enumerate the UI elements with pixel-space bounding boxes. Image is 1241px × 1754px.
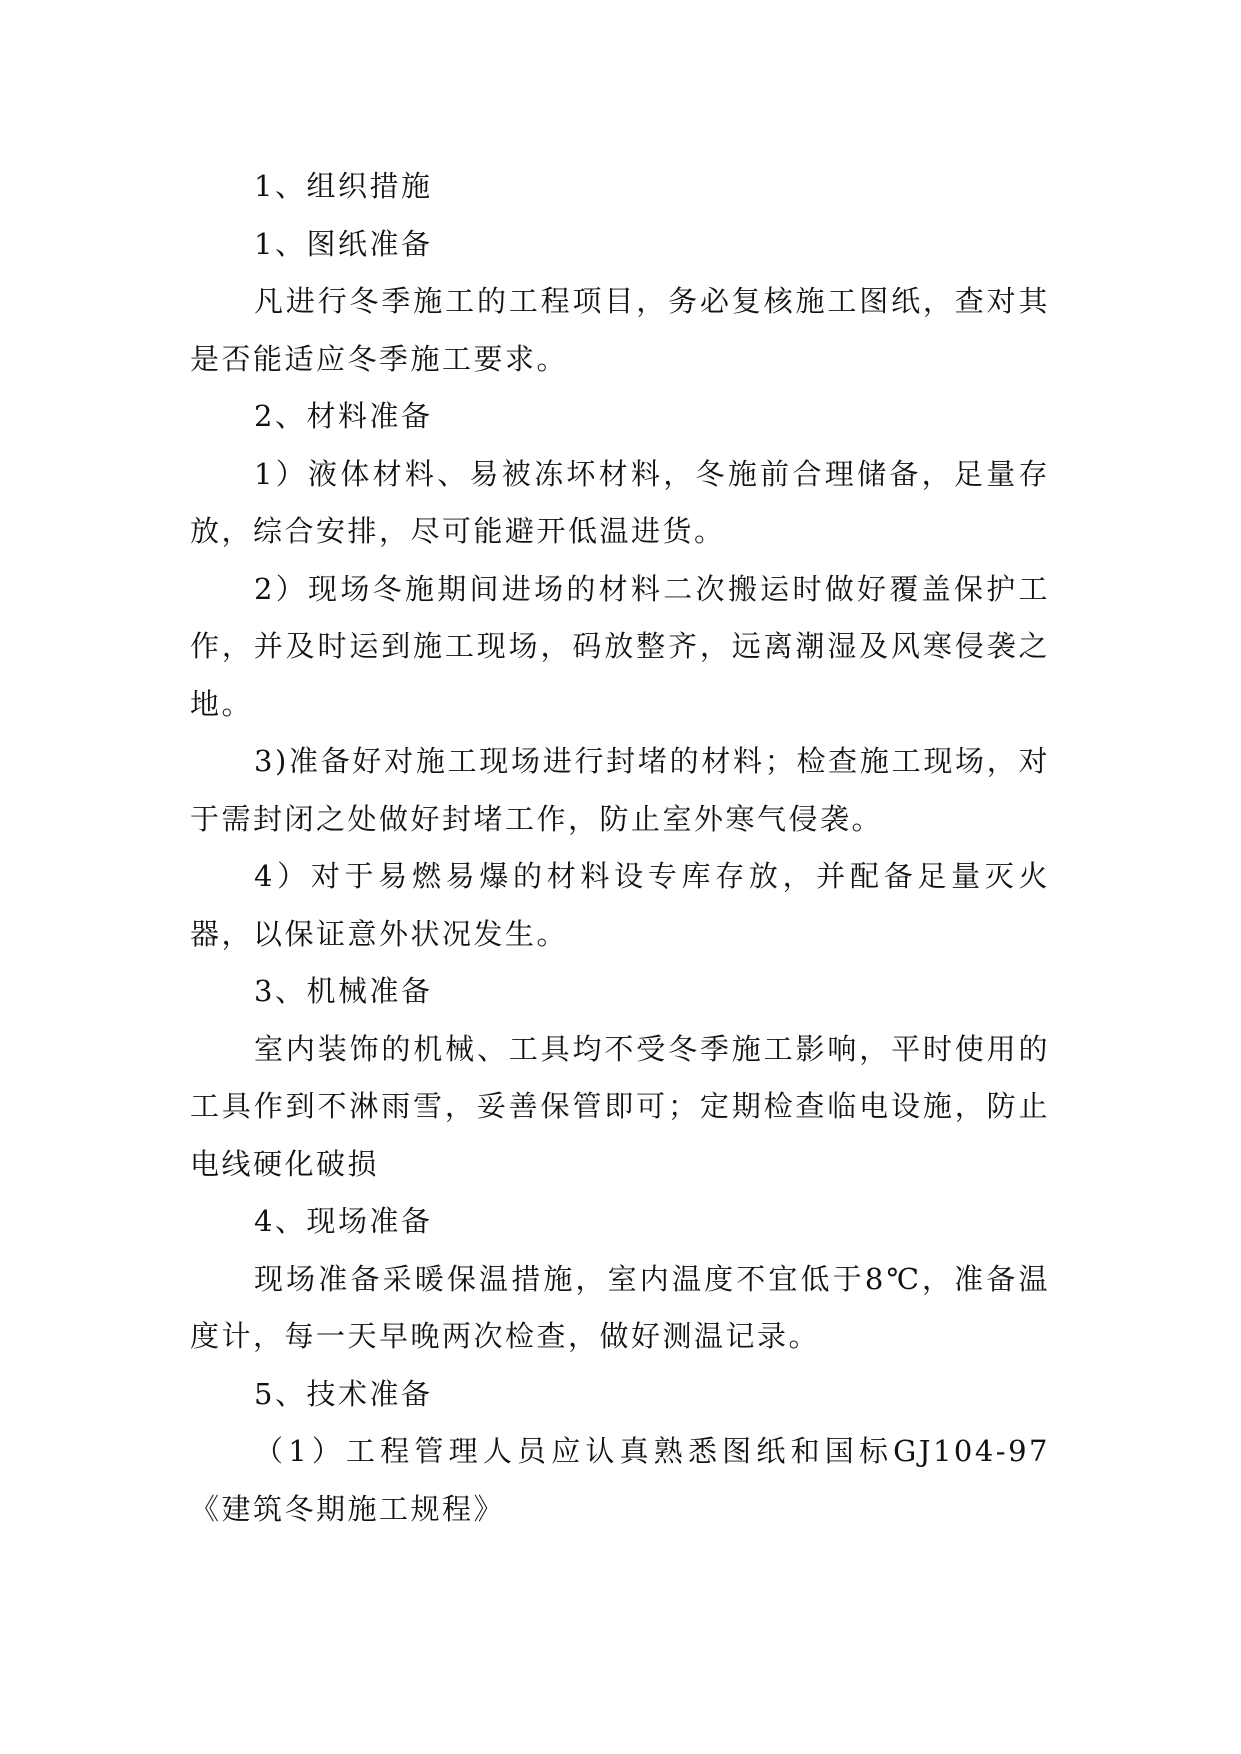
paragraph-technical-item-1: （1）工程管理人员应认真熟悉图纸和国标GJ104-97《建筑冬期施工规程》 [190,1434,1050,1526]
heading-technical-preparation: 5、技术准备 [254,1376,433,1411]
heading-site-preparation: 4、现场准备 [254,1204,433,1238]
heading-organization-measures: 1、组织措施 [254,169,433,203]
heading-drawing-preparation: 1、图纸准备 [254,226,433,261]
document-body [190,158,1050,1538]
paragraph-material-item-1: 1）液体材料、易被冻坏材料，冬施前合理储备，足量存放，综合安排，尽可能避开低温进货。 [190,456,1050,548]
paragraph-material-item-3: 3)准备好对施工现场进行封堵的材料；检查施工现场，对于需封闭之处做好封堵工作，防止室外寒气侵袭。 [190,744,1050,836]
paragraph-material-item-2: 2）现场冬施期间进场的材料二次搬运时做好覆盖保护工作，并及时运到施工现场，码放整齐，远离潮湿及风寒侵袭之地。 [190,571,1050,721]
paragraph-site: 现场准备采暖保温措施，室内温度不宜低于8℃，准备温度计，每一天早晚两次检查，做好测温记录。 [190,1261,1050,1353]
heading-material-preparation: 2、材料准备 [254,399,433,433]
paragraph-drawing-check: 凡进行冬季施工的工程项目，务必复核施工图纸，查对其是否能适应冬季施工要求。 [190,284,1050,376]
heading-machinery-preparation: 3、机械准备 [254,974,433,1008]
paragraph-material-item-4: 4）对于易燃易爆的材料设专库存放，并配备足量灭火器，以保证意外状况发生。 [190,859,1050,951]
paragraph-machinery: 室内装饰的机械、工具均不受冬季施工影响，平时使用的工具作到不淋雨雪，妥善保管即可；定期检查临电设施，防止电线硬化破损 [190,1031,1050,1181]
